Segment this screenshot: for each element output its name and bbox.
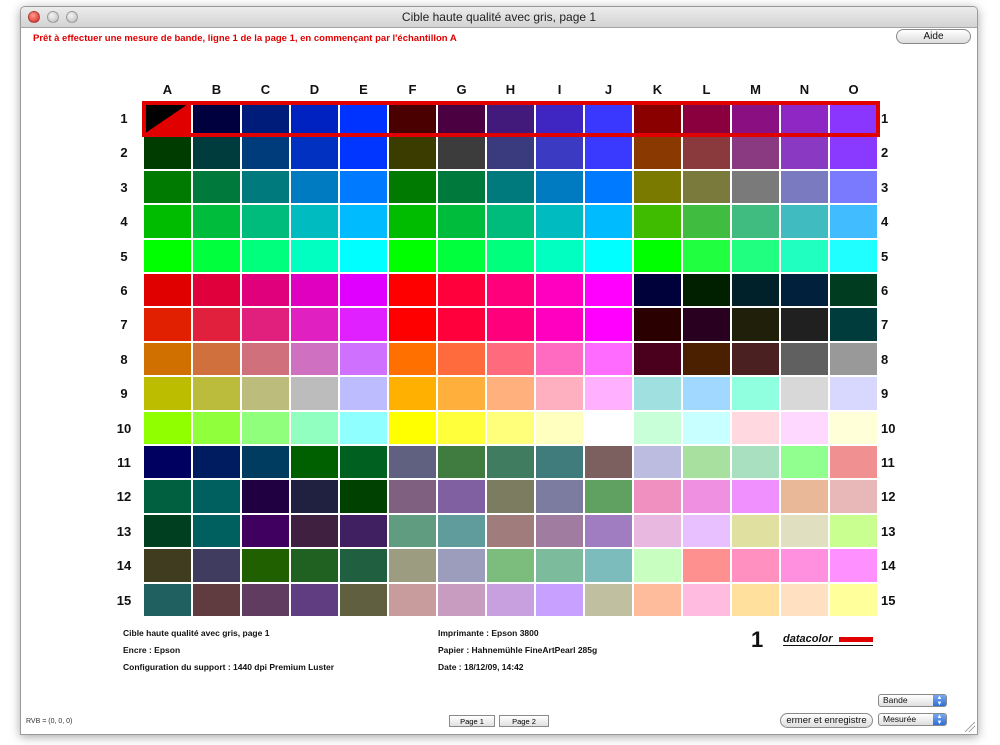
row-label-left: 6 [120,283,128,298]
color-patch[interactable] [389,136,436,168]
color-patch[interactable] [487,343,534,375]
color-patch[interactable] [781,274,828,306]
row-label-right: 10 [881,420,896,436]
color-patch[interactable] [291,584,338,616]
color-patch[interactable] [242,446,289,478]
color-patch[interactable] [634,136,681,168]
color-patch[interactable] [291,102,338,134]
color-patch[interactable] [536,377,583,409]
color-patch[interactable] [634,584,681,616]
resize-grip-icon[interactable] [965,722,975,732]
color-patch[interactable] [781,446,828,478]
color-patch[interactable] [585,584,632,616]
color-patch[interactable] [683,240,730,272]
color-patch[interactable] [732,480,779,512]
color-patch[interactable] [781,480,828,512]
color-patch[interactable] [193,274,240,306]
color-patch[interactable] [291,549,338,581]
color-patch[interactable] [732,343,779,375]
color-patch[interactable] [144,308,191,340]
color-patch[interactable] [438,102,485,134]
color-patch[interactable] [193,240,240,272]
color-patch[interactable] [830,171,877,203]
row-label-right: 4 [881,214,889,230]
color-patch[interactable] [487,274,534,306]
color-patch[interactable] [487,205,534,237]
color-patch[interactable] [683,343,730,375]
color-patch[interactable] [389,240,436,272]
color-patch[interactable] [683,480,730,512]
color-patch[interactable] [732,515,779,547]
color-patch[interactable] [242,102,289,134]
measure-popup-value: Mesurée [883,714,917,724]
color-patch[interactable] [144,205,191,237]
row-label-left: 5 [120,248,128,264]
color-patch[interactable] [781,549,828,581]
row-label-right: 7 [881,317,889,333]
color-patch[interactable] [781,412,828,444]
color-patch[interactable] [634,343,681,375]
color-patch[interactable] [291,343,338,375]
color-patch[interactable] [340,205,387,237]
color-patch[interactable] [683,446,730,478]
color-patch[interactable] [781,515,828,547]
color-patch[interactable] [144,377,191,409]
row-label-left: 9 [120,386,128,402]
color-patch[interactable] [340,515,387,547]
measure-popup[interactable] [878,713,947,726]
row-label-right: 8 [881,351,889,367]
row-label-right: 12 [881,489,896,505]
row-label-right: 9 [881,386,889,402]
column-label: A [162,82,173,97]
rgb-readout: RVB = (0, 0, 0) [26,718,73,725]
printer-info: Imprimante : Epson 3800 [438,628,539,638]
color-patch[interactable] [732,136,779,168]
column-label: J [604,82,613,97]
color-patch[interactable] [340,412,387,444]
color-patch[interactable] [438,274,485,306]
color-patch[interactable] [487,171,534,203]
color-patch[interactable] [585,480,632,512]
datacolor-logo: datacolor [783,633,833,645]
color-patch[interactable] [536,136,583,168]
row-label-right: 6 [881,283,889,298]
color-patch[interactable] [438,549,485,581]
color-patch[interactable] [536,308,583,340]
color-patch[interactable] [291,274,338,306]
page-number: 1 [751,627,764,652]
color-patch[interactable] [634,377,681,409]
current-patch[interactable] [144,102,191,134]
window-title: Cible haute qualité avec gris, page 1 [401,10,597,24]
media-info: Configuration du support : 1440 dpi Premium Luster [123,662,335,672]
color-patch[interactable] [634,480,681,512]
color-patch[interactable] [634,102,681,134]
color-patch[interactable] [144,343,191,375]
color-patch[interactable] [291,412,338,444]
column-label: M [750,82,761,97]
row-label-right: 11 [881,455,895,470]
color-patch[interactable] [438,240,485,272]
color-patch[interactable] [536,205,583,237]
color-patch[interactable] [830,412,877,444]
color-patch[interactable] [389,343,436,375]
color-patch[interactable] [193,343,240,375]
color-patch[interactable] [193,480,240,512]
color-patch-grid[interactable] [143,101,878,617]
paper-info: Papier : Hahnemühle FineArtPearl 285g [438,645,598,655]
color-patch[interactable] [340,274,387,306]
color-patch[interactable] [585,549,632,581]
row-label-left: 13 [116,523,132,539]
color-patch[interactable] [389,480,436,512]
color-patch[interactable] [193,171,240,203]
column-label: L [702,82,711,97]
color-patch[interactable] [291,171,338,203]
color-patch[interactable] [389,515,436,547]
row-label-left: 3 [120,179,128,195]
row-label-left: 1 [120,111,128,126]
color-patch[interactable] [781,308,828,340]
color-patch[interactable] [683,412,730,444]
color-patch[interactable] [585,515,632,547]
color-patch[interactable] [291,377,338,409]
color-patch[interactable] [242,515,289,547]
color-patch[interactable] [732,274,779,306]
color-patch[interactable] [144,171,191,203]
color-patch[interactable] [683,377,730,409]
color-patch[interactable] [634,240,681,272]
logo-underline [783,645,873,646]
color-patch[interactable] [732,584,779,616]
color-patch[interactable] [291,446,338,478]
color-patch[interactable] [144,412,191,444]
color-patch[interactable] [585,274,632,306]
color-patch[interactable] [438,136,485,168]
color-patch[interactable] [144,515,191,547]
color-patch[interactable] [830,343,877,375]
color-patch[interactable] [536,446,583,478]
color-patch[interactable] [634,171,681,203]
color-patch[interactable] [340,549,387,581]
color-patch[interactable] [634,446,681,478]
color-patch[interactable] [291,515,338,547]
color-patch[interactable] [340,171,387,203]
color-patch[interactable] [144,584,191,616]
color-patch[interactable] [438,205,485,237]
color-patch[interactable] [487,240,534,272]
color-patch[interactable] [683,274,730,306]
row-label-right: 3 [881,179,889,195]
color-patch[interactable] [291,308,338,340]
color-patch[interactable] [781,240,828,272]
color-patch[interactable] [291,136,338,168]
color-patch[interactable] [389,205,436,237]
color-patch[interactable] [389,584,436,616]
color-patch[interactable] [242,584,289,616]
color-patch[interactable] [291,240,338,272]
color-patch[interactable] [144,549,191,581]
color-patch[interactable] [438,584,485,616]
row-label-right: 1 [881,111,889,126]
color-patch[interactable] [193,377,240,409]
color-patch[interactable] [193,308,240,340]
color-patch[interactable] [193,515,240,547]
color-patch[interactable] [585,377,632,409]
color-patch[interactable] [291,480,338,512]
row-label-right: 5 [881,248,889,264]
color-patch[interactable] [438,412,485,444]
target-name: Cible haute qualité avec gris, page 1 [123,628,270,638]
color-patch[interactable] [634,205,681,237]
color-patch[interactable] [585,102,632,134]
color-patch[interactable] [487,515,534,547]
color-patch[interactable] [438,515,485,547]
color-patch[interactable] [830,515,877,547]
color-patch[interactable] [340,377,387,409]
color-patch[interactable] [536,240,583,272]
color-patch[interactable] [438,446,485,478]
row-label-left: 8 [120,351,128,367]
color-patch[interactable] [732,446,779,478]
mode-popup-value: Bande [883,695,908,705]
ink-info: Encre : Epson [123,645,181,655]
color-patch[interactable] [389,377,436,409]
mode-popup[interactable] [878,694,947,707]
color-patch[interactable] [536,480,583,512]
row-label-left: 10 [116,420,132,436]
column-label: B [211,82,222,97]
color-patch[interactable] [585,205,632,237]
color-patch[interactable] [340,480,387,512]
color-patch[interactable] [340,102,387,134]
color-patch[interactable] [781,205,828,237]
color-patch[interactable] [536,171,583,203]
color-patch[interactable] [389,446,436,478]
color-patch[interactable] [781,102,828,134]
color-patch[interactable] [487,308,534,340]
color-patch[interactable] [242,274,289,306]
color-patch[interactable] [830,240,877,272]
color-patch[interactable] [340,240,387,272]
color-patch[interactable] [144,136,191,168]
color-patch[interactable] [242,480,289,512]
color-patch[interactable] [389,171,436,203]
column-label: C [260,82,271,97]
row-label-right: 14 [881,558,896,574]
color-patch[interactable] [585,136,632,168]
color-patch[interactable] [487,136,534,168]
column-label: K [652,82,663,97]
color-patch[interactable] [830,480,877,512]
color-patch[interactable] [340,446,387,478]
color-patch[interactable] [585,343,632,375]
close-and-save-button[interactable]: ermer et enregistre [780,713,873,728]
color-patch[interactable] [389,308,436,340]
color-patch[interactable] [830,549,877,581]
color-patch[interactable] [781,343,828,375]
color-patch[interactable] [830,377,877,409]
color-patch[interactable] [487,480,534,512]
row-label-left: 12 [116,489,132,505]
row-label-left: 11 [117,455,131,470]
color-patch[interactable] [732,549,779,581]
color-patch[interactable] [144,240,191,272]
color-patch[interactable] [732,412,779,444]
color-patch[interactable] [438,343,485,375]
color-patch[interactable] [340,584,387,616]
color-patch[interactable] [242,343,289,375]
color-patch[interactable] [683,205,730,237]
date-info: Date : 18/12/09, 14:42 [438,662,524,672]
color-patch[interactable] [830,102,877,134]
color-patch[interactable] [732,240,779,272]
help-button[interactable]: Aide [896,29,971,44]
color-patch[interactable] [242,171,289,203]
color-patch[interactable] [683,136,730,168]
color-patch[interactable] [585,308,632,340]
color-patch[interactable] [830,136,877,168]
column-label: O [848,82,859,97]
color-patch[interactable] [732,308,779,340]
row-label-left: 7 [120,317,128,333]
color-patch[interactable] [487,446,534,478]
color-patch[interactable] [144,446,191,478]
color-patch[interactable] [389,274,436,306]
color-patch[interactable] [193,136,240,168]
color-patch[interactable] [683,584,730,616]
color-patch[interactable] [389,412,436,444]
main-window [20,6,978,735]
color-patch[interactable] [144,274,191,306]
status-message: Prêt à effectuer une mesure de bande, ligne 1 de la page 1, en commençant par l'échantillon A [33,33,457,44]
column-label: I [557,82,562,97]
color-patch[interactable] [487,584,534,616]
color-patch[interactable] [144,480,191,512]
color-patch[interactable] [242,549,289,581]
color-patch[interactable] [487,549,534,581]
color-patch[interactable] [634,308,681,340]
color-patch[interactable] [340,308,387,340]
color-patch[interactable] [732,102,779,134]
color-patch[interactable] [193,446,240,478]
color-patch[interactable] [634,412,681,444]
color-patch[interactable] [193,584,240,616]
color-patch[interactable] [830,274,877,306]
popup-arrows-icon: ▲ ▼ [933,695,946,706]
page-1-button[interactable]: Page 1 [449,715,495,727]
color-patch[interactable] [536,274,583,306]
color-patch[interactable] [487,412,534,444]
color-patch[interactable] [634,515,681,547]
color-patch[interactable] [291,205,338,237]
color-patch[interactable] [389,549,436,581]
color-patch[interactable] [781,136,828,168]
title-bar [21,7,977,28]
column-label: N [799,82,810,97]
color-patch[interactable] [683,171,730,203]
color-patch[interactable] [438,171,485,203]
row-label-right: 15 [881,592,896,608]
color-patch[interactable] [732,205,779,237]
row-label-right: 13 [881,523,896,539]
column-label: E [359,82,368,97]
color-patch[interactable] [193,205,240,237]
color-patch[interactable] [193,102,240,134]
row-label-left: 14 [116,558,132,574]
color-patch[interactable] [389,102,436,134]
color-patch[interactable] [830,308,877,340]
color-patch[interactable] [585,412,632,444]
color-patch[interactable] [193,549,240,581]
color-patch[interactable] [340,136,387,168]
color-patch[interactable] [585,446,632,478]
color-patch[interactable] [634,274,681,306]
color-patch[interactable] [585,171,632,203]
color-patch[interactable] [683,308,730,340]
column-label: F [408,82,417,97]
color-patch[interactable] [536,102,583,134]
row-label-right: 2 [881,145,889,161]
color-patch[interactable] [487,377,534,409]
color-patch[interactable] [536,515,583,547]
color-patch[interactable] [781,377,828,409]
column-label: G [456,82,467,97]
color-patch[interactable] [732,377,779,409]
color-patch[interactable] [242,136,289,168]
color-patch[interactable] [585,240,632,272]
color-patch[interactable] [193,412,240,444]
color-patch[interactable] [536,412,583,444]
color-patch[interactable] [242,240,289,272]
color-patch[interactable] [732,171,779,203]
row-label-left: 4 [120,214,128,230]
color-patch[interactable] [340,343,387,375]
color-patch[interactable] [781,171,828,203]
color-patch[interactable] [830,446,877,478]
color-patch[interactable] [438,480,485,512]
color-patch[interactable] [242,377,289,409]
logo-red-bar [839,637,873,642]
color-patch[interactable] [438,377,485,409]
column-label: D [309,82,320,97]
color-patch[interactable] [242,412,289,444]
color-patch[interactable] [683,549,730,581]
color-patch[interactable] [242,205,289,237]
color-patch[interactable] [830,205,877,237]
popup-arrows-icon: ▲ ▼ [933,714,946,725]
color-patch[interactable] [683,515,730,547]
color-patch[interactable] [536,584,583,616]
page-2-button[interactable]: Page 2 [499,715,549,727]
color-patch[interactable] [487,102,534,134]
color-patch[interactable] [830,584,877,616]
color-patch[interactable] [683,102,730,134]
color-patch[interactable] [634,549,681,581]
color-patch[interactable] [242,308,289,340]
row-label-left: 2 [120,145,128,161]
column-label: H [505,82,516,97]
color-patch[interactable] [536,549,583,581]
row-label-left: 15 [116,592,132,608]
color-patch[interactable] [781,584,828,616]
color-patch[interactable] [536,343,583,375]
color-patch[interactable] [438,308,485,340]
